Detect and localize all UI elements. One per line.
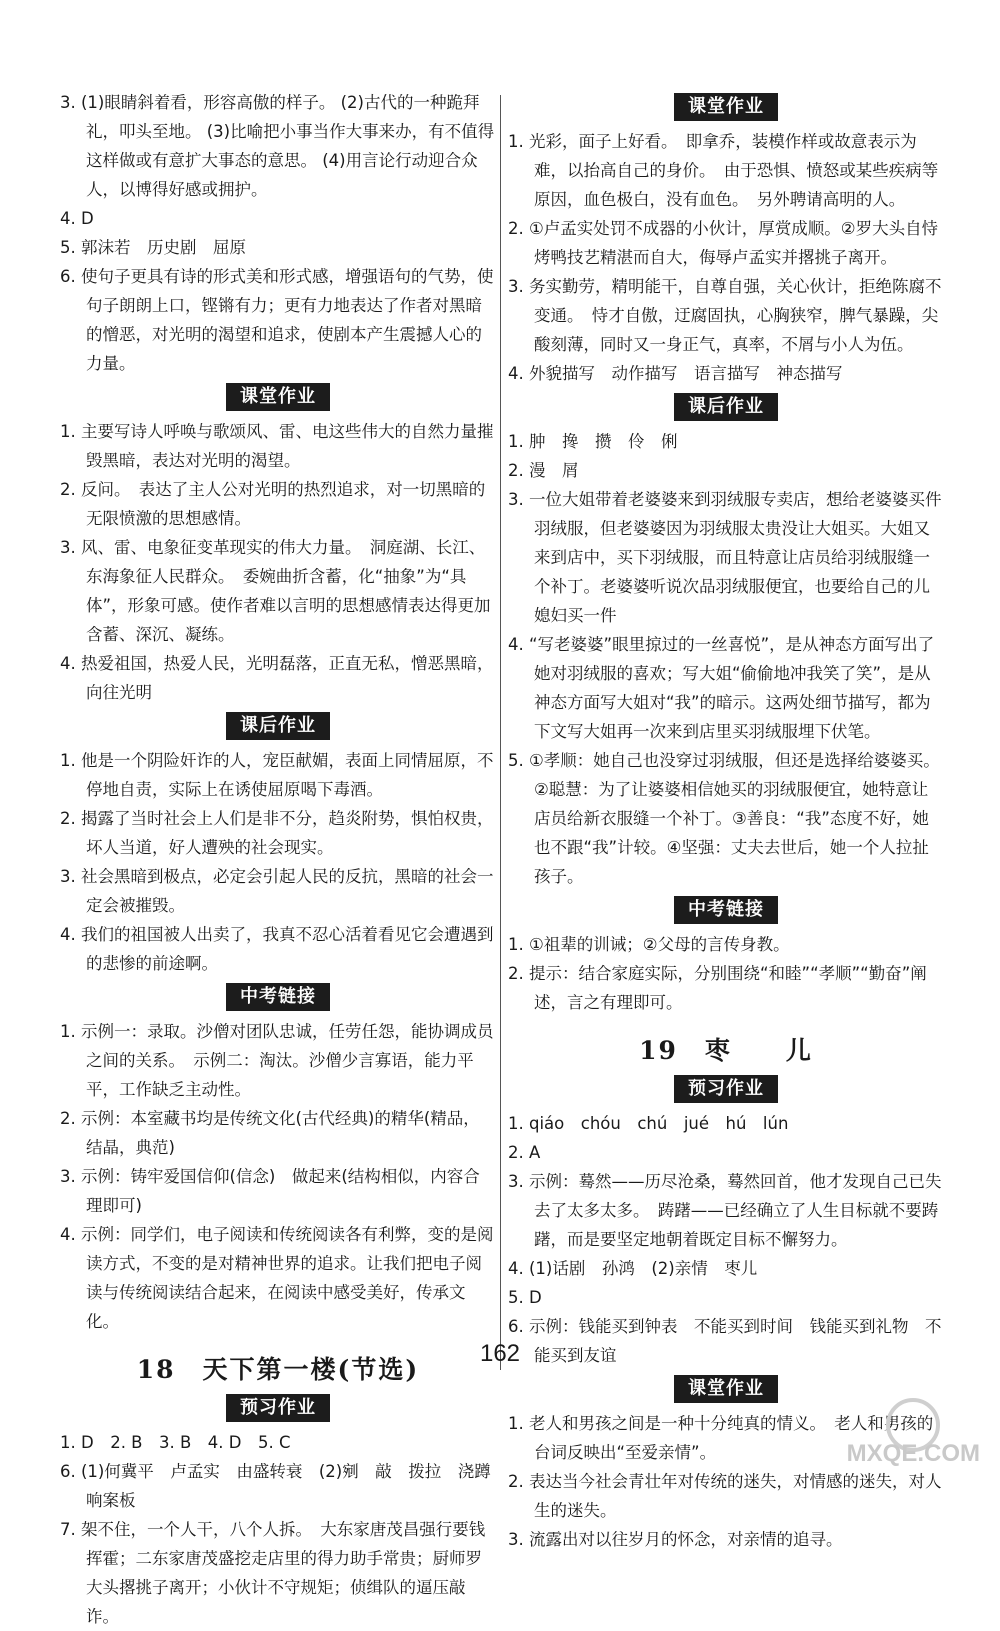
answer-item: 3. 流露出对以往岁月的怀念，对亲情的追寻。 bbox=[508, 1530, 843, 1549]
right-answers-d bbox=[508, 1109, 944, 1370]
answer-item: 2. A bbox=[508, 1143, 541, 1162]
left-answers-b bbox=[60, 417, 496, 707]
answer-item: 1. qiáo chóu chú jué hú lún bbox=[508, 1114, 789, 1133]
right-column bbox=[508, 88, 944, 1554]
lesson-title: 19 枣 儿 bbox=[639, 1036, 813, 1065]
answer-item: 6. 示例：钱能买到钟表 不能买到时间 钱能买到礼物 不能买到友谊 bbox=[508, 1317, 942, 1365]
answer-item: 1. 他是一个阴险奸诈的人，宠臣献媚，表面上同情屈原，不停地自责，实际上在诱使屈原喝下毒酒。 bbox=[60, 751, 494, 799]
section-header-classwork bbox=[60, 383, 496, 413]
section-label: 课后作业 bbox=[226, 712, 330, 740]
section-header-classwork bbox=[508, 93, 944, 123]
left-answers-c bbox=[60, 746, 496, 978]
section-header-preview bbox=[508, 1075, 944, 1105]
answer-item: 2. 表达当今社会青壮年对传统的迷失，对情感的迷失，对人生的迷失。 bbox=[508, 1472, 942, 1520]
answer-item: 4. D bbox=[60, 209, 94, 228]
answer-item: 1. 老人和男孩之间是一种十分纯真的情义。 老人和男孩的台词反映出“至爱亲情”。 bbox=[508, 1414, 934, 1462]
answer-item: 4. 热爱祖国，热爱人民，光明磊落，正直无私，憎恶黑暗，向往光明 bbox=[60, 654, 494, 702]
answer-item: 7. 架不住，一个人干，八个人拆。 大东家唐茂昌强行要钱挥霍；二东家唐茂盛挖走店里的得力助手常贵；厨师罗大头撂挑子离开；小伙计不守规矩；侦缉队的逼压敲诈。 bbox=[60, 1520, 486, 1626]
answer-item: 5. D bbox=[508, 1288, 542, 1307]
answer-item: 3. 示例：铸牢爱国信仰(信念) 做起来(结构相似，内容合理即可) bbox=[60, 1167, 480, 1215]
answer-item: 3. (1)眼睛斜着看，形容高傲的样子。 (2)古代的一种跪拜礼，叩头至地。 (3)比喻把小事当作大事来办，有不值得这样做或有意扩大事态的意思。 (4)用言论行动迎合众人，以博得好感或拥护。 bbox=[60, 93, 495, 199]
answer-item: 1. ①祖辈的训诫；②父母的言传身教。 bbox=[508, 935, 790, 954]
watermark bbox=[810, 1398, 980, 1478]
answer-item: 3. 一位大姐带着老婆婆来到羽绒服专卖店，想给老婆婆买件羽绒服，但老婆婆因为羽绒服太贵没让大姐买。大姐又来到店中，买下羽绒服，而且特意让店员给羽绒服缝一个补丁。老婆婆听说次品羽绒服便宜，也要给自己的儿媳妇买一件 bbox=[508, 490, 942, 625]
section-label: 中考链接 bbox=[226, 983, 330, 1011]
answer-item: 5. ①孝顺：她自己也没穿过羽绒服，但还是选择给婆婆买。②聪慧：为了让婆婆相信她买的羽绒服便宜，她特意让店员给新衣服缝一个补丁。③善良：“我”态度不好，她也不跟“我”计较。④坚强：丈夫去世后，她一个人拉扯孩子。 bbox=[508, 751, 940, 886]
section-label: 预习作业 bbox=[226, 1394, 330, 1422]
watermark-text: MXQE.COM bbox=[846, 1440, 980, 1467]
answer-item: 1. 主要写诗人呼唤与歌颂风、雷、电这些伟大的自然力量摧毁黑暗，表达对光明的渴望。 bbox=[60, 422, 494, 470]
lesson-title: 18 天下第一楼(节选) bbox=[136, 1355, 420, 1384]
left-answers-e bbox=[60, 1428, 508, 1631]
answer-item: 4. (1)话剧 孙鸿 (2)亲情 枣儿 bbox=[508, 1259, 758, 1278]
section-label: 预习作业 bbox=[674, 1075, 778, 1103]
answer-item: 3. 风、雷、电象征变革现实的伟大力量。 洞庭湖、长江、东海象征人民群众。 委婉曲折含蓄，化“抽象”为“具体”，形象可感。使作者难以言明的思想感情表达得更加含蓄、深沉、凝练。 bbox=[60, 538, 491, 644]
section-label: 课堂作业 bbox=[674, 1375, 778, 1403]
answer-item: 3. 示例：蓦然——历尽沧桑，蓦然回首，他才发现自己已失去了太多太多。 踌躇——已经确立了人生目标就不要踌躇，而是要坚定地朝着既定目标不懈努力。 bbox=[508, 1172, 942, 1249]
section-header-exam-link bbox=[60, 983, 496, 1013]
section-label: 中考链接 bbox=[674, 896, 778, 924]
answer-item: 4. 我们的祖国被人出卖了，我真不忍心活着看见它会遭遇到的悲惨的前途啊。 bbox=[60, 925, 494, 973]
answer-item: 1. D 2. B 3. B 4. D 5. C bbox=[60, 1433, 291, 1452]
section-header-preview bbox=[60, 1394, 496, 1424]
answer-item: 2. 揭露了当时社会上人们是非不分，趋炎附势，惧怕权贵，坏人当道，好人遭殃的社会现实。 bbox=[60, 809, 494, 857]
answer-item: 2. ①卢孟实处罚不成器的小伙计，厚赏成顺。②罗大头自恃烤鸭技艺精湛而自大，侮辱卢孟实并撂挑子离开。 bbox=[508, 219, 939, 267]
answer-item: 2. 提示：结合家庭实际，分别围绕“和睦”“孝顺”“勤奋”阐述，言之有理即可。 bbox=[508, 964, 927, 1012]
column-divider bbox=[500, 95, 501, 1370]
answer-item: 5. 郭沫若 历史剧 屈原 bbox=[60, 238, 246, 257]
left-answers-d bbox=[60, 1017, 496, 1336]
answer-item: 1. 示例一：录取。沙僧对团队忠诚，任劳任怨，能协调成员之间的关系。 示例二：淘汰。沙僧少言寡语，能力平平，工作缺乏主动性。 bbox=[60, 1022, 494, 1099]
answer-item: 2. 示例：本室藏书均是传统文化(古代经典)的精华(精品，结晶，典范) bbox=[60, 1109, 480, 1157]
right-answers-a bbox=[508, 127, 944, 388]
answer-item: 1. 肿 搀 攒 伶 俐 bbox=[508, 432, 678, 451]
answer-item: 6. 使句子更具有诗的形式美和形式感，增强语句的气势，使句子朗朗上口，铿锵有力；更有力地表达了作者对黑暗的憎恶，对光明的渴望和追求，使剧本产生震撼人心的力量。 bbox=[60, 267, 494, 373]
page-number: 162 bbox=[479, 1340, 521, 1367]
answer-item: 2. 反问。 表达了主人公对光明的热烈追求，对一切黑暗的无限愤激的思想感情。 bbox=[60, 480, 486, 528]
answer-item: 4. 示例：同学们，电子阅读和传统阅读各有利弊，变的是阅读方式，不变的是对精神世界的追求。让我们把电子阅读与传统阅读结合起来，在阅读中感受美好，传承文化。 bbox=[60, 1225, 494, 1331]
answer-item: 4. “写老婆婆”眼里掠过的一丝喜悦”，是从神态方面写出了她对羽绒服的喜欢；写大姐“偷偷地冲我笑了笑”，是从神态方面写大姐对“我”的暗示。这两处细节描写，都为下文写大姐再一次来到店里买羽绒服埋下伏笔。 bbox=[508, 635, 935, 741]
page-footer bbox=[0, 1340, 1000, 1368]
section-label: 课后作业 bbox=[674, 393, 778, 421]
answer-item: 3. 务实勤劳，精明能干，自尊自强，关心伙计，拒绝陈腐不变通。 恃才自傲，迂腐固执，心胸狭窄，脾气暴躁，尖酸刻薄，同时又一身正气，真率，不屑与小人为伍。 bbox=[508, 277, 942, 354]
right-answers-c bbox=[508, 930, 944, 1017]
answer-item: 2. 漫 屑 bbox=[508, 461, 579, 480]
section-header-homework bbox=[508, 393, 944, 423]
section-label: 课堂作业 bbox=[226, 383, 330, 411]
section-header-exam-link bbox=[508, 896, 944, 926]
answer-item: 3. 社会黑暗到极点，必定会引起人民的反抗，黑暗的社会一定会被摧毁。 bbox=[60, 867, 494, 915]
section-label: 课堂作业 bbox=[674, 93, 778, 121]
answer-item: 6. (1)何冀平 卢孟实 由盛转衰 (2)剜 敲 拨拉 浇蹲 响案板 bbox=[60, 1462, 508, 1510]
answer-item: 4. 外貌描写 动作描写 语言描写 神态描写 bbox=[508, 364, 843, 383]
right-answers-b bbox=[508, 427, 944, 891]
answer-item: 1. 光彩，面子上好看。 即拿乔，装模作样或故意表示为难，以抬高自己的身价。 由于恐惧、愤怒或某些疾病等原因，血色极白，没有血色。 另外聘请高明的人。 bbox=[508, 132, 939, 209]
section-header-homework bbox=[60, 712, 496, 742]
left-answers-a bbox=[60, 88, 496, 378]
